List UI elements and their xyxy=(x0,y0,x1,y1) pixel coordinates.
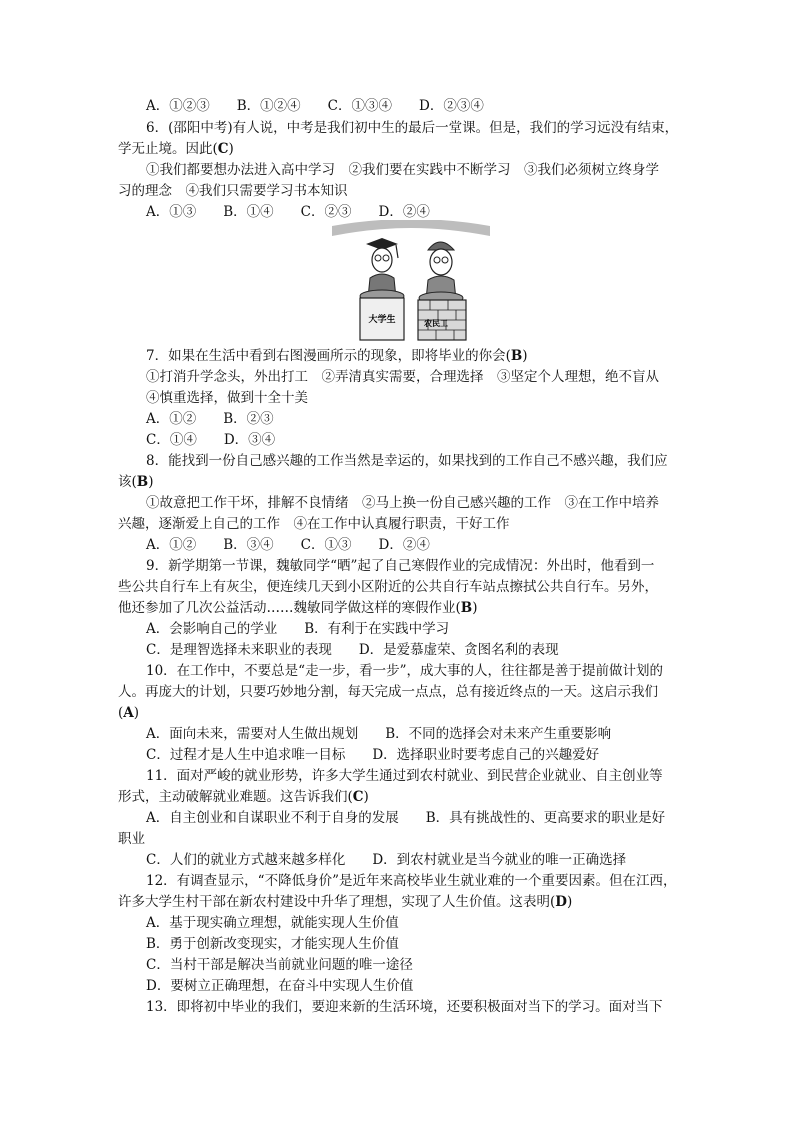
q10-stem-line2: 人。再庞大的计划，只要巧妙地分割，每天完成一点点，总有接近终点的一天。这启示我们 xyxy=(118,684,658,700)
q9-options-row2: C．是理智选择未来职业的表现 D．是爱慕虚荣、贪图名利的表现 xyxy=(146,642,559,658)
q12-option-a: A．基于现实确立理想，就能实现人生价值 xyxy=(146,915,399,931)
q8-answer: B xyxy=(136,474,149,490)
q8-statements-line2: 兴趣，逐渐爱上自己的工作 ④在工作中认真履行职责，干好工作 xyxy=(118,516,510,532)
q9-stem-line2: 些公共自行车上有灰尘，便连续几天到小区附近的公共自行车站点擦拭公共自行车。另外， xyxy=(118,579,658,595)
q8-options: A．①② B．③④ C．①③ D．②④ xyxy=(146,537,430,553)
q7-options-row1: A．①② B．②③ xyxy=(146,411,274,427)
q13-stem-line1: 13．即将初中毕业的我们，要迎来新的生活环境，还要积极面对当下的学习。面对当下 xyxy=(146,999,663,1015)
q9-stem-line3: 他还参加了几次公益活动……魏敏同学做这样的寒假作业(B) xyxy=(118,600,478,616)
q8-statements-line1: ①故意把工作干坏，排解不良情绪 ②马上换一份自己感兴趣的工作 ③在工作中培养 xyxy=(146,495,659,511)
q12-option-b: B．勇于创新改变现实，才能实现人生价值 xyxy=(146,936,399,952)
q7-statements-line2: ④慎重选择，做到十全十美 xyxy=(146,390,308,406)
q7-options-row2: C．①④ D．③④ xyxy=(146,432,276,448)
q7-stem: 7．如果在生活中看到右图漫画所示的现象，即将毕业的你会(B) xyxy=(146,348,528,364)
q11-options-row2: C．人们的就业方式越来越多样化 D．到农村就业是当今就业的唯一正确选择 xyxy=(146,852,627,868)
q6-statements-line1: ①我们都要想办法进入高中学习 ②我们要在实践中不断学习 ③我们必须树立终身学 xyxy=(146,162,659,178)
q12-option-c: C．当村干部是解决当前就业问题的唯一途径 xyxy=(146,957,413,973)
q11-options-row1-wrap: 职业 xyxy=(118,831,145,847)
graduate-figure xyxy=(360,238,404,340)
q10-answer: A xyxy=(123,705,134,721)
q12-stem-line1: 12．有调查显示，“不降低身价”是近年来高校毕业生就业难的一个重要因素。但在江西， xyxy=(146,873,677,889)
q11-options-row1: A．自主创业和自谋职业不利于自身的发展 B．具有挑战性的、更高要求的职业是好 xyxy=(146,810,666,826)
q9-answer: B xyxy=(460,600,473,616)
q9-options-row1: A．会影响自己的学业 B．有利于在实践中学习 xyxy=(146,621,450,637)
q9-stem-line1: 9．新学期第一节课，魏敏同学“晒”起了自己寒假作业的完成情况：外出时，他看到一 xyxy=(146,558,655,574)
q12-answer: D xyxy=(555,894,567,910)
q8-stem-line1: 8．能找到一份自己感兴趣的工作当然是幸运的，如果找到的工作自己不感兴趣，我们应 xyxy=(146,453,668,469)
cartoon-graduate-vs-worker xyxy=(328,220,494,344)
label-college-student: 大学生 xyxy=(368,315,396,325)
q10-stem-line1: 10．在工作中，不要总是“走一步，看一步”，成大事的人，往往都是善于提前做计划的 xyxy=(146,663,663,679)
q7-statements-line1: ①打消升学念头，外出打工 ②弄清真实需要，合理选择 ③坚定个人理想，绝不盲从 xyxy=(146,369,659,385)
q12-option-d: D．要树立正确理想，在奋斗中实现人生价值 xyxy=(146,978,414,994)
q10-options-row2: C．过程才是人生中追求唯一目标 D．选择职业时要考虑自己的兴趣爱好 xyxy=(146,747,600,763)
worker-figure xyxy=(418,242,466,340)
q8-stem-line2: 该(B) xyxy=(118,474,154,490)
q7-answer: B xyxy=(510,348,523,364)
q11-stem-line1: 11．面对严峻的就业形势，许多大学生通过到农村就业、到民营企业就业、自主创业等 xyxy=(146,768,663,784)
q6-stem-line1: 6．(邵阳中考)有人说，中考是我们初中生的最后一堂课。但是，我们的学习远没有结束， xyxy=(146,120,679,136)
q5-options: A．①②③ B．①②④ C．①③④ D．②③④ xyxy=(146,98,484,114)
q10-stem-line3: (A) xyxy=(118,705,140,721)
label-migrant-worker: 农民工 xyxy=(424,319,448,328)
q6-statements-line2: 习的理念 ④我们只需要学习书本知识 xyxy=(118,183,348,199)
q11-answer: C xyxy=(352,789,364,805)
q12-stem-line2: 许多大学生村干部在新农村建设中升华了理想，实现了人生价值。这表明(D) xyxy=(118,894,573,910)
q11-stem-line2: 形式，主动破解就业难题。这告诉我们(C) xyxy=(118,789,369,805)
q6-options: A．①③ B．①④ C．②③ D．②④ xyxy=(146,204,430,220)
q6-stem-line2: 学无止境。因此(C) xyxy=(118,141,234,157)
q6-answer: C xyxy=(217,141,229,157)
q10-options-row1: A．面向未来，需要对人生做出规划 B．不同的选择会对未来产生重要影响 xyxy=(146,726,612,742)
